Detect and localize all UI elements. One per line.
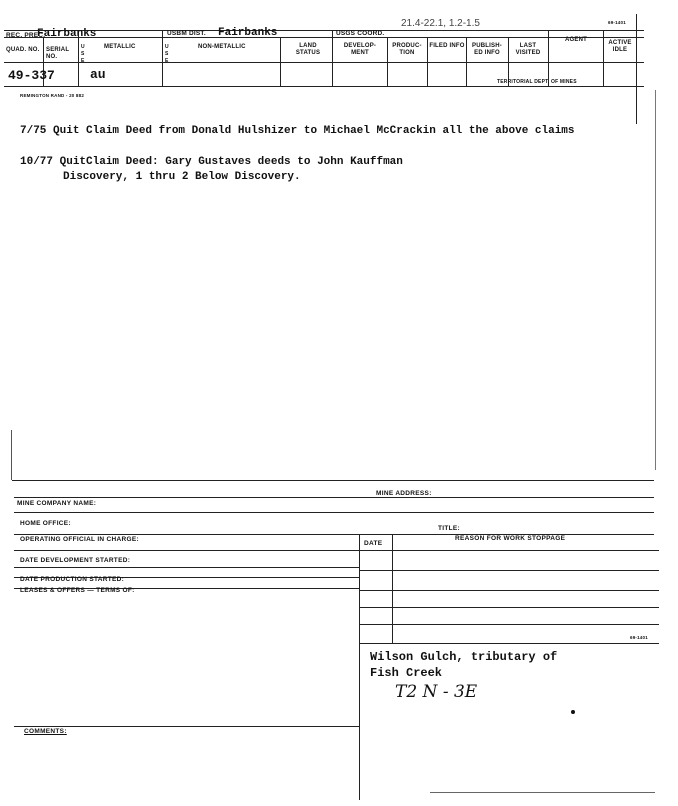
date-column-label: DATE xyxy=(364,540,383,547)
form-divider-v xyxy=(392,535,393,643)
note-2-text: QuitClaim Deed: Gary Gustaves deeds to John Kauffman xyxy=(59,156,403,168)
form-line xyxy=(359,643,659,644)
comments-label: COMMENTS: xyxy=(24,728,67,735)
usgs-dist-value: Fairbanks xyxy=(218,27,278,39)
location-line-2: Fish Creek xyxy=(370,666,443,680)
handwritten-township: T2 N - 3E xyxy=(395,682,478,702)
development-label: DEVELOP-MENT xyxy=(343,43,377,56)
divider-v xyxy=(548,30,549,86)
commodity-value: au xyxy=(90,67,106,82)
mine-company-label: MINE COMPANY NAME: xyxy=(17,500,97,507)
form-line xyxy=(14,512,654,513)
metallic-label: METALLIC xyxy=(104,44,136,50)
usgs-dist-label: USBM DIST. xyxy=(167,30,206,37)
serial-label: SERIAL NO. xyxy=(46,47,70,60)
divider-v xyxy=(387,37,388,86)
rec-prec-value: Fairbanks xyxy=(37,28,97,40)
form-line xyxy=(14,550,359,551)
divider-v xyxy=(280,37,281,86)
reason-label: REASON FOR WORK STOPPAGE xyxy=(455,535,566,542)
agent-label: AGENT xyxy=(565,37,587,43)
form-divider-v xyxy=(359,535,360,800)
land-status-label: LAND STATUS xyxy=(295,43,321,56)
header-bottom-border xyxy=(4,86,644,87)
prod-started-label: DATE PRODUCTION STARTED: xyxy=(20,576,125,583)
form-line xyxy=(359,607,659,608)
divider-v xyxy=(636,14,637,124)
ink-dot xyxy=(571,710,575,714)
dev-started-label: DATE DEVELOPMENT STARTED: xyxy=(20,557,131,564)
form-line xyxy=(359,590,659,591)
bottom-scan-line xyxy=(430,792,655,793)
home-office-label: HOME OFFICE: xyxy=(20,520,71,527)
divider-v xyxy=(162,30,163,86)
small-code: 69-1401 xyxy=(630,635,648,640)
form-line xyxy=(359,624,659,625)
note-1 xyxy=(20,125,575,137)
remington-note: REMINGTON RAND - 20 882 xyxy=(20,93,85,98)
leases-label: LEASES & OFFERS — TERMS OF: xyxy=(20,587,135,594)
divider-v xyxy=(332,30,333,86)
divider-v xyxy=(466,37,467,86)
operating-official-label: OPERATING OFFICIAL IN CHARGE: xyxy=(20,536,139,543)
usgs-coord-value: 21.4-22.1, 1.2-1.5 xyxy=(401,18,480,29)
note-2 xyxy=(20,156,403,168)
form-top-border xyxy=(12,480,654,481)
usb-marker-2: U S E xyxy=(165,44,169,64)
territorial-note: TERRITORIAL DEPT. OF MINES xyxy=(497,79,577,85)
form-line xyxy=(14,567,359,568)
divider-v xyxy=(603,30,604,86)
non-metallic-label: NON-METALLIC xyxy=(198,44,246,50)
scan-edge xyxy=(11,430,12,480)
note-2-date: 10/77 xyxy=(20,156,54,168)
divider-v xyxy=(427,37,428,86)
published-info-label: PUBLISH-ED INFO xyxy=(472,43,502,56)
corner-number: 69-1401 xyxy=(608,20,626,25)
production-label: PRODUC-TION xyxy=(392,43,422,56)
form-line xyxy=(359,570,659,571)
form-line xyxy=(359,550,659,551)
record-number: 49-337 xyxy=(8,68,55,83)
usb-marker: U S E xyxy=(81,44,85,64)
scan-edge xyxy=(655,90,656,470)
usgs-coord-label: USGS COORD. xyxy=(336,30,385,37)
last-visited-label: LAST VISITED xyxy=(515,43,541,56)
location-line-1: Wilson Gulch, tributary of xyxy=(370,650,558,664)
form-line xyxy=(14,497,654,498)
active-label: ACTIVE IDLE xyxy=(608,40,632,53)
title-label: TITLE: xyxy=(438,525,461,532)
note-1-text: Quit Claim Deed from Donald Hulshizer to Michael McCrackin all the above claims xyxy=(53,125,575,137)
quad-label: QUAD. NO. xyxy=(6,47,40,53)
note-1-date: 7/75 xyxy=(20,125,47,137)
form-line xyxy=(14,726,359,727)
filed-info-label: FILED INFO xyxy=(429,43,465,49)
rec-prec-label: REC. PREC. xyxy=(6,32,46,39)
note-2-line2: Discovery, 1 thru 2 Below Discovery. xyxy=(63,171,301,183)
mine-address-label: MINE ADDRESS: xyxy=(376,490,432,497)
